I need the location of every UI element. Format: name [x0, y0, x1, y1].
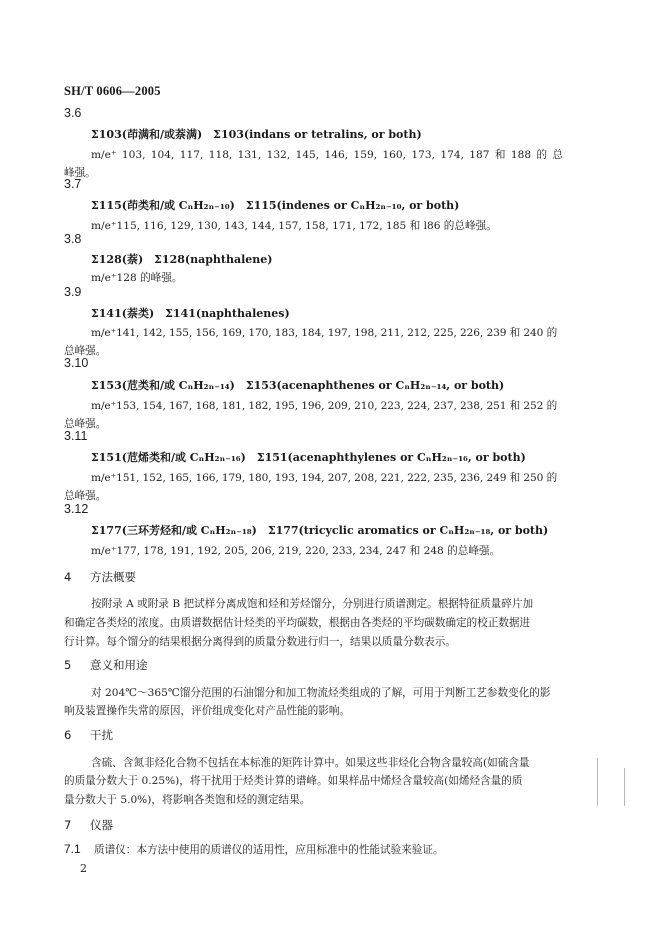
term-number: 3.10: [64, 356, 89, 370]
term-definition-line: 总峰强。: [64, 345, 107, 357]
section-title: 干扰: [90, 728, 113, 742]
term-definition-line: m/e⁺115, 116, 129, 130, 143, 144, 157, 158, 171, 172, 185 和 l86 的总峰强。: [91, 220, 497, 232]
section-title: 仪器: [90, 818, 113, 832]
paragraph-line: 和确定各类烃的浓度。由质谱数据估计烃类的平均碳数，根据由各类烃的平均碳数确定的校正数据进: [64, 617, 531, 629]
page-number: 2: [80, 862, 87, 875]
section-number: 6: [64, 728, 72, 742]
clause-number: 7.1: [64, 842, 81, 856]
term-definition-line: m/e⁺151, 152, 165, 166, 179, 180, 193, 194, 207, 208, 221, 222, 235, 236, 249 和 250 的: [91, 472, 558, 484]
term-definition-line: m/e⁺ 103, 104, 117, 118, 131, 132, 145, 146, 159, 160, 173, 174, 187 和 188 的 总: [91, 149, 563, 161]
term-definition-line: 总峰强。: [64, 490, 107, 502]
term-number: 3.6: [64, 106, 82, 120]
standard-number: SH/T 0606—2005: [64, 84, 161, 98]
term-definition-line: m/e⁺141, 142, 155, 156, 169, 170, 183, 184, 197, 198, 211, 212, 225, 226, 239 和 240 的: [91, 327, 558, 339]
scan-edge-line: [597, 758, 598, 806]
paragraph-line: 含硫、含氮非烃化合物不包括在本标准的矩阵计算中。如果这些非烃化合物含量较高(如硫含量: [91, 757, 530, 769]
section-number: 5: [64, 658, 72, 672]
term-title: Σ151(苊烯类和/或 CₙH₂ₙ₋₁₆) Σ151(acenaphthylenes or CₙH₂ₙ₋₁₆, or both): [91, 451, 526, 464]
section-heading: [64, 569, 136, 585]
term-title: Σ177(三环芳烃和/或 CₙH₂ₙ₋₁₈) Σ177(tricyclic aromatics or CₙH₂ₙ₋₁₈, or both): [91, 524, 549, 537]
paragraph-line: 的质量分数大于 0.25%)，将干扰用于烃类计算的谱峰。如果样品中烯烃含量较高(如烯烃含量的质: [64, 775, 523, 787]
term-number: 3.12: [64, 502, 89, 516]
term-number: 3.8: [64, 232, 82, 246]
term-definition-line: 峰强。: [64, 167, 96, 179]
term-definition-line: m/e⁺177, 178, 191, 192, 205, 206, 219, 220, 233, 234, 247 和 248 的总峰强。: [91, 545, 501, 557]
term-definition-line: m/e⁺128 的峰强。: [91, 272, 183, 284]
section-number: 7: [64, 818, 72, 832]
scan-edge-line: [624, 768, 625, 806]
term-number: 3.9: [64, 285, 82, 299]
paragraph-line: 响及装置操作失常的原因，评价组成变化对产品性能的影响。: [64, 705, 351, 717]
term-number: 3.11: [64, 429, 88, 443]
term-title: Σ103(茚满和/或萘满) Σ103(indans or tetralins, or both): [91, 128, 422, 141]
section-title: 方法概要: [90, 570, 136, 584]
section-heading: [64, 817, 113, 833]
clause-text: 质谱仪：本方法中使用的质谱仪的适用性，应用标准中的性能试验来验证。: [94, 844, 444, 856]
clause-7-1: [64, 842, 444, 857]
paragraph-line: 按附录 A 或附录 B 把试样分离成饱和烃和芳烃馏分，分别进行质谱测定。根据特征质量碎片加: [91, 598, 534, 610]
paragraph-line: 量分数大于 5.0%)，将影响各类饱和烃的测定结果。: [64, 794, 311, 806]
term-number: 3.7: [64, 177, 82, 191]
paragraph-line: 对 204℃～365℃馏分范围的石油馏分和加工物流烃类组成的了解，可用于判断工艺参数变化的影: [91, 687, 551, 699]
term-title: Σ128(萘) Σ128(naphthalene): [91, 253, 273, 266]
section-number: 4: [64, 570, 72, 584]
term-title: Σ141(萘类) Σ141(naphthalenes): [91, 307, 290, 320]
section-heading: [64, 727, 113, 743]
term-definition-line: m/e⁺153, 154, 167, 168, 181, 182, 195, 196, 209, 210, 223, 224, 237, 238, 251 和 252 的: [91, 400, 558, 412]
section-title: 意义和用途: [90, 658, 148, 672]
term-title: Σ153(苊类和/或 CₙH₂ₙ₋₁₄) Σ153(acenaphthenes or CₙH₂ₙ₋₁₄, or both): [91, 379, 505, 392]
term-title: Σ115(茚类和/或 CₙH₂ₙ₋₁₀) Σ115(indenes or CₙH₂ₙ₋₁₀, or both): [91, 199, 460, 212]
paragraph-line: 行计算。每个馏分的结果根据分离得到的质量分数进行归一，结果以质量分数表示。: [64, 636, 456, 648]
section-heading: [64, 657, 148, 673]
term-definition-line: 总峰强。: [64, 418, 107, 430]
